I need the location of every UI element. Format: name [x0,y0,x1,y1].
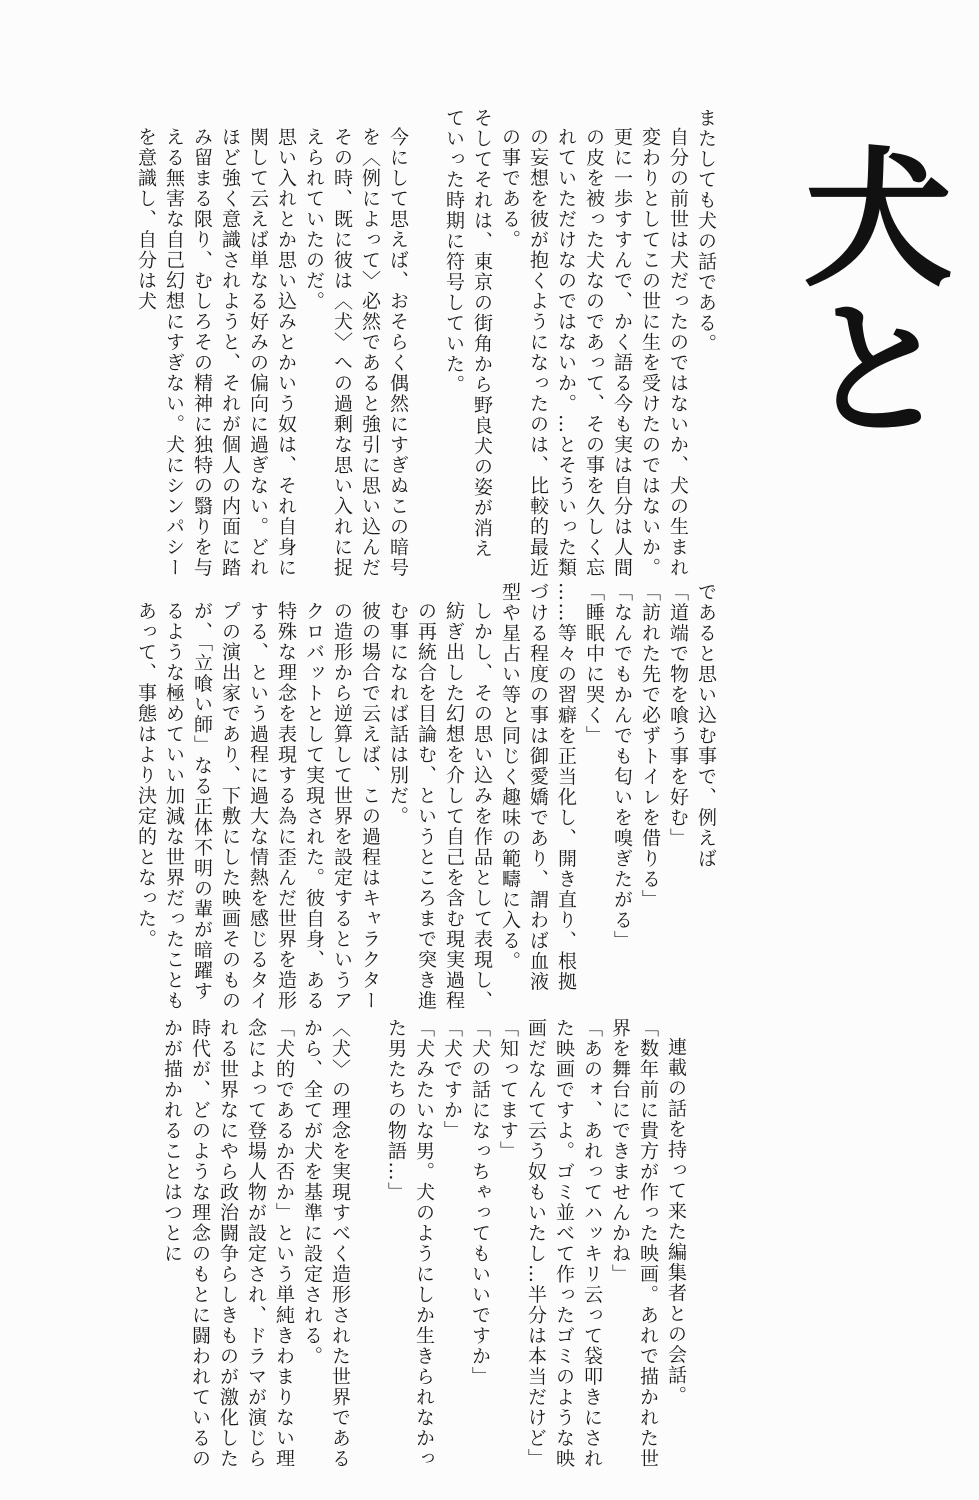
paragraph: 今にして思えば、おそらく偶然にすぎぬこの暗号を〈例によって〉必然であると強引に思い込んだその時、既に彼は〈犬〉への過剰な思い入れに捉えられていたのだ。 [303,127,409,578]
paragraph: 「訪れた先で必ずトイレを借りる」 [639,582,661,910]
paragraph: であると思い込む事で、例えば [695,582,717,869]
paragraph: 「犬的であるか否か」という単純きわまりない理念によって登場人物が設定され、ドラマが演じられる世界なにやら政治闘争らしきものが激化した時代が、どのような理念のもとに闘われているのかが描かれることはつとに [161,1018,295,1469]
paragraph: ……等々の習癖を正当化し、開き直り、根拠づける程度の事は御愛嬌であり、謂わば血液型や星占い等と同じく趣味の範疇に入る。 [499,582,577,992]
paragraph: 「犬みたいな男。犬のようにしか生きられなかった男たちの物語…」 [385,1018,435,1469]
paragraph: 「犬ですか」 [441,1018,463,1141]
paragraph: 「知ってます」 [497,1018,519,1162]
paragraph: 「睡眠中に哭く」 [583,582,605,746]
paragraph: 思い入れとか思い込みとかいう奴は、それ自身に関して云えば単なる好みの偏向に過ぎない。どれほど強く意識されようと、それが個人の内面に踏み留まる限り、むしろその精神に独特の翳りを与える無害な自己幻想にすぎない。犬にシンパシーを意識し、自分は犬 [135,127,297,578]
text-block-top [40,108,720,578]
paragraph: 「数年前に貴方が作った映画。あれで描かれた世界を舞台にできませんかね」 [609,1018,659,1469]
paragraph: しかし、その思い込みを作品として表現し、紡ぎ出した幻想を介して自己を含む現実過程の再統合を目論む、というところまで突き進む事になれば話は別だ。 [387,601,493,1011]
paragraph: 連載の話を持って来た編集者との会話。 [665,1037,687,1406]
paragraph: 「犬の話になっちゃってもいいですか」 [469,1018,491,1387]
paragraph: 「なんでもかんでも匂いを嗅ぎたがる」 [611,582,633,951]
page-title: 犬と [777,140,953,440]
paragraph: 自分の前世は犬だったのではないか、犬の生まれ変わりとしてこの世に生を受けたのではないか。更に一歩すすんで、かく語る今も実は自分は人間の皮を被った犬なのであって、その事を久しく忘れていただけなのではないか。…とそういった類の妄想を彼が抱くようになったのは、比較的最近の事である。 [499,127,689,578]
paragraph: 〈犬〉の理念を実現すべく造形された世界であるから、全てが犬を基準に設定される。 [301,1018,351,1469]
paragraph: 「道端で物を喰う事を好む」 [667,582,689,849]
text-block-bottom [40,1018,690,1478]
paragraph: そしてそれは、東京の街角から野良犬の姿が消えていった時期に符号していた。 [443,108,493,559]
paragraph: 「あのォ、あれってハッキリ云って袋叩きにされた映画ですよ。ゴミ並べて作ったゴミのような映画だなんて云う奴もいたし…半分は本当だけど」 [525,1018,603,1469]
text-block-middle [40,582,720,1012]
paragraph: またしても犬の話である。 [695,108,717,354]
paragraph: 彼の場合で云えば、この過程はキャラクターの造形から逆算して世界を設定するというアクロバットとして実現された。彼自身、ある特殊な理念を表現する為に歪んだ世界を造形する、という過程に過大な情熱を感じるタイプの演出家であり、下敷にした映画そのものが、「立喰い師」なる正体不明の輩が暗躍するような極めていい加減な世界だったこともあって、事態はより決定的となった。 [135,601,381,1011]
